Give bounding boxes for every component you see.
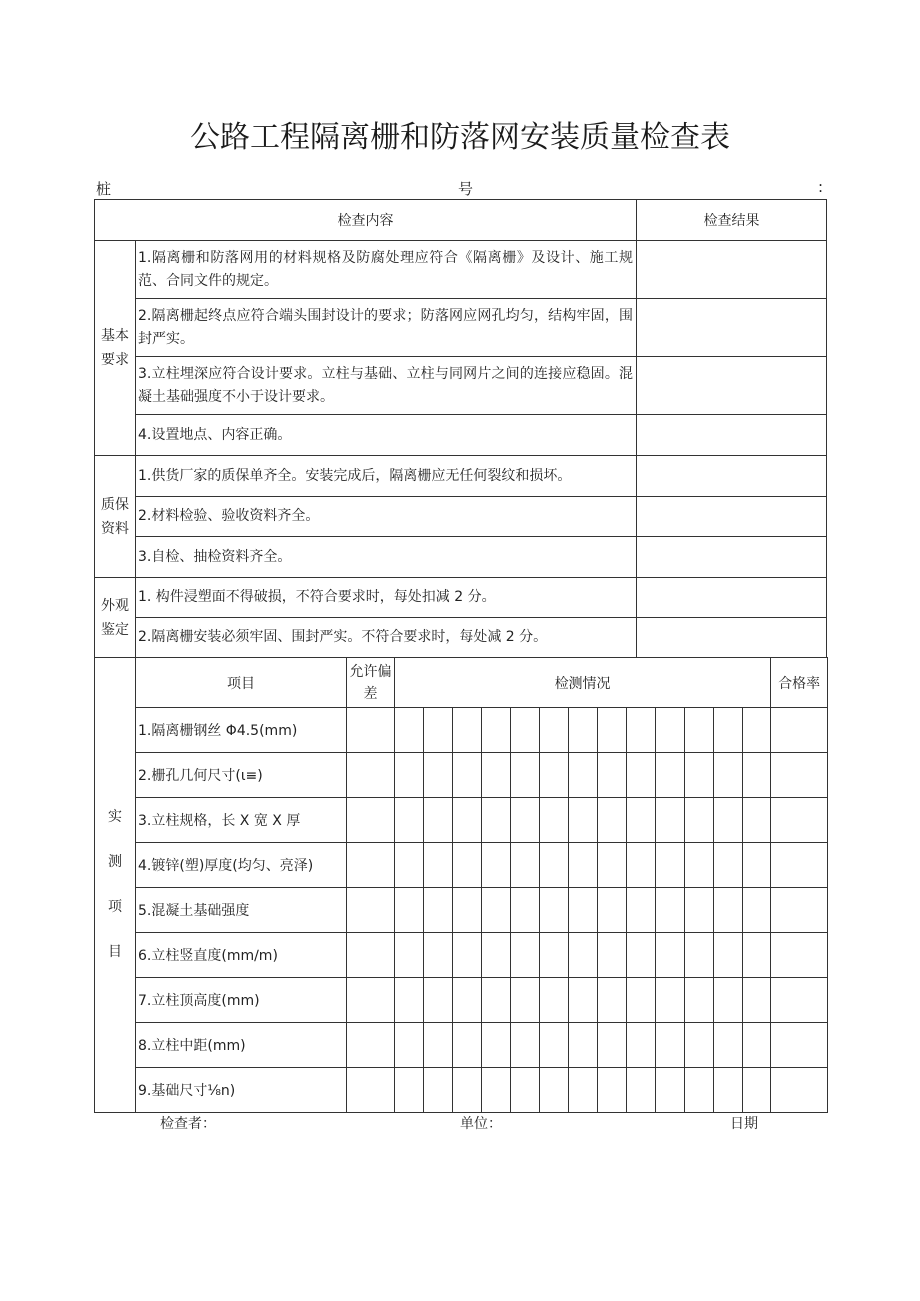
detection-cell[interactable] bbox=[743, 888, 771, 933]
detection-cell[interactable] bbox=[453, 798, 482, 843]
requirement-item: 4.设置地点、内容正确。 bbox=[136, 415, 637, 456]
category-appearance: 外观 鉴定 bbox=[95, 578, 136, 658]
detection-cell[interactable] bbox=[714, 843, 743, 888]
detection-cell[interactable] bbox=[395, 888, 424, 933]
detection-cell[interactable] bbox=[540, 888, 569, 933]
detection-cell[interactable] bbox=[395, 1068, 424, 1113]
detection-cell[interactable] bbox=[656, 708, 685, 753]
stake-colon: : bbox=[818, 178, 824, 196]
detection-cell[interactable] bbox=[569, 933, 598, 978]
detection-cell[interactable] bbox=[453, 1068, 482, 1113]
result-cell[interactable] bbox=[637, 456, 827, 497]
detection-cell[interactable] bbox=[395, 978, 424, 1023]
detection-cell[interactable] bbox=[453, 843, 482, 888]
pass-rate-cell[interactable] bbox=[771, 798, 828, 843]
allowed-deviation-cell[interactable] bbox=[347, 708, 395, 753]
measurement-row bbox=[95, 933, 828, 978]
result-cell[interactable] bbox=[637, 618, 827, 658]
allowed-deviation-cell[interactable] bbox=[347, 888, 395, 933]
detection-cell[interactable] bbox=[569, 843, 598, 888]
detection-cell[interactable] bbox=[627, 1023, 656, 1068]
detection-cell[interactable] bbox=[424, 843, 453, 888]
detection-cell[interactable] bbox=[685, 1068, 714, 1113]
measurement-row bbox=[95, 843, 828, 888]
detection-cell[interactable] bbox=[743, 1023, 771, 1068]
result-cell[interactable] bbox=[637, 537, 827, 578]
pass-rate-cell[interactable] bbox=[771, 888, 828, 933]
detection-cell[interactable] bbox=[424, 1068, 453, 1113]
header-item: 项目 bbox=[136, 658, 347, 708]
measurement-row bbox=[95, 798, 828, 843]
detection-cell[interactable] bbox=[482, 798, 511, 843]
detection-cell[interactable] bbox=[598, 933, 627, 978]
measurement-item: 1.隔离栅钢丝 Φ4.5(mm) bbox=[136, 708, 347, 753]
detection-cell[interactable] bbox=[569, 978, 598, 1023]
measurement-row bbox=[95, 978, 828, 1023]
detection-cell[interactable] bbox=[424, 888, 453, 933]
category-quality-docs: 质保 资料 bbox=[95, 456, 136, 578]
measurement-item: 8.立柱中距(mm) bbox=[136, 1023, 347, 1068]
detection-cell[interactable] bbox=[482, 978, 511, 1023]
unit-label: 单位： bbox=[460, 1116, 502, 1132]
measurement-item: 7.立柱顶高度(mm) bbox=[136, 978, 347, 1023]
measurement-item: 4.镀锌(塑)厚度(均匀、亮泽) bbox=[136, 843, 347, 888]
measurement-item: 5.混凝土基础强度 bbox=[136, 888, 347, 933]
detection-cell[interactable] bbox=[395, 708, 424, 753]
detection-cell[interactable] bbox=[743, 798, 771, 843]
detection-cell[interactable] bbox=[395, 843, 424, 888]
detection-cell[interactable] bbox=[743, 753, 771, 798]
detection-cell[interactable] bbox=[540, 1068, 569, 1113]
detection-cell[interactable] bbox=[395, 1023, 424, 1068]
result-cell[interactable] bbox=[637, 578, 827, 618]
detection-cell[interactable] bbox=[424, 708, 453, 753]
detection-cell[interactable] bbox=[569, 1068, 598, 1113]
detection-cell[interactable] bbox=[743, 978, 771, 1023]
detection-cell[interactable] bbox=[511, 933, 540, 978]
detection-cell[interactable] bbox=[453, 933, 482, 978]
detection-cell[interactable] bbox=[424, 933, 453, 978]
detection-cell[interactable] bbox=[569, 798, 598, 843]
detection-cell[interactable] bbox=[656, 888, 685, 933]
detection-cell[interactable] bbox=[511, 708, 540, 753]
detection-cell[interactable] bbox=[569, 1023, 598, 1068]
detection-cell[interactable] bbox=[714, 933, 743, 978]
detection-cell[interactable] bbox=[511, 1068, 540, 1113]
detection-cell[interactable] bbox=[598, 798, 627, 843]
detection-cell[interactable] bbox=[598, 1023, 627, 1068]
detection-cell[interactable] bbox=[685, 798, 714, 843]
requirement-item: 2.隔离栅起终点应符合端头围封设计的要求；防落网应网孔均匀，结构牢固，围封严实。 bbox=[136, 299, 637, 357]
detection-cell[interactable] bbox=[627, 753, 656, 798]
detection-cell[interactable] bbox=[627, 708, 656, 753]
detection-cell[interactable] bbox=[714, 1023, 743, 1068]
detection-cell[interactable] bbox=[627, 843, 656, 888]
detection-cell[interactable] bbox=[714, 888, 743, 933]
requirement-item: 1. 构件浸塑面不得破损，不符合要求时，每处扣减 2 分。 bbox=[136, 578, 637, 618]
detection-cell[interactable] bbox=[424, 1023, 453, 1068]
detection-cell[interactable] bbox=[627, 1068, 656, 1113]
measurement-row bbox=[95, 753, 828, 798]
detection-cell[interactable] bbox=[685, 978, 714, 1023]
detection-cell[interactable] bbox=[627, 933, 656, 978]
detection-cell[interactable] bbox=[714, 978, 743, 1023]
detection-cell[interactable] bbox=[714, 753, 743, 798]
measurement-row bbox=[95, 1068, 828, 1113]
detection-cell[interactable] bbox=[714, 798, 743, 843]
detection-cell[interactable] bbox=[569, 708, 598, 753]
detection-cell[interactable] bbox=[656, 978, 685, 1023]
detection-cell[interactable] bbox=[598, 978, 627, 1023]
detection-cell[interactable] bbox=[540, 753, 569, 798]
date-label: 日期 bbox=[730, 1116, 758, 1132]
detection-cell[interactable] bbox=[685, 1023, 714, 1068]
pass-rate-cell[interactable] bbox=[771, 753, 828, 798]
result-cell[interactable] bbox=[637, 299, 827, 357]
detection-cell[interactable] bbox=[511, 843, 540, 888]
detection-cell[interactable] bbox=[569, 888, 598, 933]
detection-cell[interactable] bbox=[395, 753, 424, 798]
detection-cell[interactable] bbox=[453, 978, 482, 1023]
document-title: 公路工程隔离栅和防落网安装质量检查表 bbox=[190, 120, 730, 155]
allowed-deviation-cell[interactable] bbox=[347, 1068, 395, 1113]
detection-cell[interactable] bbox=[598, 843, 627, 888]
detection-cell[interactable] bbox=[540, 843, 569, 888]
requirement-item: 2.材料检验、验收资料齐全。 bbox=[136, 497, 637, 537]
detection-cell[interactable] bbox=[482, 843, 511, 888]
detection-cell[interactable] bbox=[743, 843, 771, 888]
detection-cell[interactable] bbox=[598, 1068, 627, 1113]
detection-cell[interactable] bbox=[453, 1023, 482, 1068]
detection-cell[interactable] bbox=[453, 753, 482, 798]
measurement-row bbox=[95, 888, 828, 933]
detection-cell[interactable] bbox=[540, 933, 569, 978]
detection-cell[interactable] bbox=[482, 1068, 511, 1113]
category-basic-requirements: 基本 要求 bbox=[95, 241, 136, 456]
detection-cell[interactable] bbox=[685, 753, 714, 798]
allowed-deviation-cell[interactable] bbox=[347, 798, 395, 843]
header-pass-rate: 合格率 bbox=[771, 658, 828, 708]
detection-cell[interactable] bbox=[714, 708, 743, 753]
result-cell[interactable] bbox=[637, 241, 827, 299]
detection-cell[interactable] bbox=[743, 1068, 771, 1113]
pass-rate-cell[interactable] bbox=[771, 843, 828, 888]
detection-cell[interactable] bbox=[453, 888, 482, 933]
allowed-deviation-cell[interactable] bbox=[347, 978, 395, 1023]
detection-cell[interactable] bbox=[685, 843, 714, 888]
detection-cell[interactable] bbox=[395, 798, 424, 843]
detection-cell[interactable] bbox=[482, 753, 511, 798]
result-cell[interactable] bbox=[637, 497, 827, 537]
detection-cell[interactable] bbox=[627, 888, 656, 933]
allowed-deviation-cell[interactable] bbox=[347, 1023, 395, 1068]
detection-cell[interactable] bbox=[540, 798, 569, 843]
detection-cell[interactable] bbox=[743, 933, 771, 978]
requirement-item: 3.立柱埋深应符合设计要求。立柱与基础、立柱与同网片之间的连接应稳固。混凝土基础强度不小于设计要求。 bbox=[136, 357, 637, 415]
checker-label: 检查者： bbox=[160, 1116, 216, 1132]
detection-cell[interactable] bbox=[685, 708, 714, 753]
pass-rate-cell[interactable] bbox=[771, 933, 828, 978]
requirement-item: 1.供货厂家的质保单齐全。安装完成后，隔离栅应无任何裂纹和损坏。 bbox=[136, 456, 637, 497]
pass-rate-cell[interactable] bbox=[771, 1068, 828, 1113]
detection-cell[interactable] bbox=[511, 798, 540, 843]
header-allowed-deviation: 允许偏 差 bbox=[347, 658, 395, 708]
detection-cell[interactable] bbox=[511, 888, 540, 933]
detection-cell[interactable] bbox=[627, 798, 656, 843]
detection-cell[interactable] bbox=[511, 753, 540, 798]
header-check-result: 检查结果 bbox=[637, 200, 827, 241]
detection-cell[interactable] bbox=[656, 1023, 685, 1068]
measurement-row bbox=[95, 708, 828, 753]
detection-cell[interactable] bbox=[511, 978, 540, 1023]
detection-cell[interactable] bbox=[656, 753, 685, 798]
detection-cell[interactable] bbox=[656, 1068, 685, 1113]
detection-cell[interactable] bbox=[569, 753, 598, 798]
measurement-item: 6.立柱竖直度(mm∕m) bbox=[136, 933, 347, 978]
detection-cell[interactable] bbox=[540, 978, 569, 1023]
detection-cell[interactable] bbox=[656, 798, 685, 843]
allowed-deviation-cell[interactable] bbox=[347, 753, 395, 798]
requirements-table bbox=[94, 199, 827, 658]
detection-cell[interactable] bbox=[482, 708, 511, 753]
pass-rate-cell[interactable] bbox=[771, 1023, 828, 1068]
detection-cell[interactable] bbox=[424, 798, 453, 843]
measurement-row bbox=[95, 1023, 828, 1068]
detection-cell[interactable] bbox=[395, 933, 424, 978]
detection-cell[interactable] bbox=[743, 708, 771, 753]
allowed-deviation-cell[interactable] bbox=[347, 933, 395, 978]
detection-cell[interactable] bbox=[598, 753, 627, 798]
header-check-content: 检查内容 bbox=[95, 200, 637, 241]
detection-cell[interactable] bbox=[482, 933, 511, 978]
measurement-item: 2.栅孔几何尺寸(ι≡) bbox=[136, 753, 347, 798]
category-measured-items: 实 测 项 目 bbox=[95, 658, 136, 1113]
requirement-item: 3.自检、抽检资料齐全。 bbox=[136, 537, 637, 578]
detection-cell[interactable] bbox=[482, 1023, 511, 1068]
pass-rate-cell[interactable] bbox=[771, 978, 828, 1023]
header-detection: 检测情况 bbox=[395, 658, 771, 708]
result-cell[interactable] bbox=[637, 415, 827, 456]
detection-cell[interactable] bbox=[656, 843, 685, 888]
detection-cell[interactable] bbox=[424, 978, 453, 1023]
measurement-item: 9.基础尺寸⅛n) bbox=[136, 1068, 347, 1113]
stake-label: 桩 bbox=[96, 180, 112, 198]
detection-cell[interactable] bbox=[482, 888, 511, 933]
pass-rate-cell[interactable] bbox=[771, 708, 828, 753]
detection-cell[interactable] bbox=[453, 708, 482, 753]
requirement-item: 2.隔离栅安装必须牢固、围封严实。不符合要求时，每处减 2 分。 bbox=[136, 618, 637, 658]
result-cell[interactable] bbox=[637, 357, 827, 415]
detection-cell[interactable] bbox=[598, 708, 627, 753]
detection-cell[interactable] bbox=[714, 1068, 743, 1113]
measurement-table bbox=[94, 657, 828, 1113]
detection-cell[interactable] bbox=[511, 1023, 540, 1068]
stake-number-label: 号 bbox=[458, 180, 474, 198]
detection-cell[interactable] bbox=[424, 753, 453, 798]
allowed-deviation-cell[interactable] bbox=[347, 843, 395, 888]
detection-cell[interactable] bbox=[627, 978, 656, 1023]
detection-cell[interactable] bbox=[540, 708, 569, 753]
measurement-item: 3.立柱规格，长 X 宽 X 厚 bbox=[136, 798, 347, 843]
requirement-item: 1.隔离栅和防落网用的材料规格及防腐处理应符合《隔离栅》及设计、施工规范、合同文件的规定。 bbox=[136, 241, 637, 299]
detection-cell[interactable] bbox=[598, 888, 627, 933]
detection-cell[interactable] bbox=[685, 888, 714, 933]
detection-cell[interactable] bbox=[656, 933, 685, 978]
detection-cell[interactable] bbox=[685, 933, 714, 978]
detection-cell[interactable] bbox=[540, 1023, 569, 1068]
